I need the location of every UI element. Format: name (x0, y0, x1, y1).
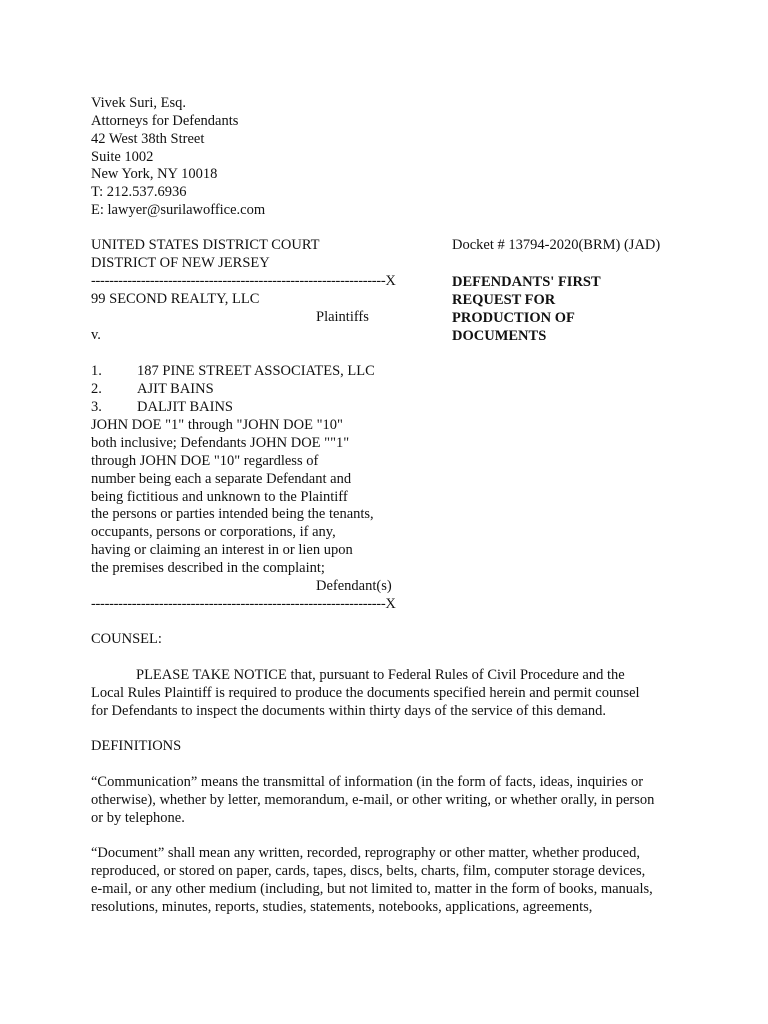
court-name: UNITED STATES DISTRICT COURT (91, 237, 320, 253)
attorney-role: Attorneys for Defendants (91, 113, 239, 129)
plaintiff-name: 99 SECOND REALTY, LLC (91, 291, 260, 307)
docket-number: Docket # 13794-2020(BRM) (JAD) (452, 237, 661, 253)
communication-definition-line: otherwise), whether by letter, memorandum, e-mail, or other writing, or whether orally, in person (91, 792, 655, 808)
defendant-name: DALJIT BAINS (137, 399, 233, 415)
document-definition-line: reproduced, or stored on paper, cards, tapes, discs, belts, charts, film, computer storage devices, (91, 863, 646, 879)
address-city: New York, NY 10018 (91, 166, 218, 182)
defendant-item (91, 380, 214, 398)
caption-description-line: number being each a separate Defendant and (91, 471, 352, 487)
caption-description-line: both inclusive; Defendants JOHN DOE ""1" (91, 435, 350, 451)
caption-description-line: being fictitious and unknown to the Plaintiff (91, 489, 348, 505)
document-title-line: DEFENDANTS' FIRST (452, 274, 601, 290)
document-definition-line: e-mail, or any other medium (including, but not limited to, matter in the form of books, manuals, (91, 881, 653, 897)
caption-description-line: the premises described in the complaint; (91, 560, 325, 576)
document-title-line: DOCUMENTS (452, 328, 547, 344)
caption-divider-top: -----------------------------------------------------------------X (91, 273, 396, 289)
caption-description-line: JOHN DOE "1" through "JOHN DOE "10" (91, 417, 343, 433)
caption-description-line: having or claiming an interest in or lien upon (91, 542, 353, 558)
document-title-line: REQUEST FOR (452, 292, 556, 308)
plaintiff-label: Plaintiffs (316, 309, 369, 325)
defendant-item (91, 362, 375, 380)
caption-divider-bottom: -----------------------------------------------------------------X (91, 596, 396, 612)
defendant-number: 2. (91, 381, 102, 397)
attorney-name: Vivek Suri, Esq. (91, 95, 186, 111)
notice-line: PLEASE TAKE NOTICE that, pursuant to Federal Rules of Civil Procedure and the (136, 667, 625, 683)
address-line-2: Suite 1002 (91, 149, 154, 165)
notice-line: Local Rules Plaintiff is required to produce the documents specified herein and permit counsel (91, 685, 640, 701)
caption-description-line: occupants, persons or corporations, if any, (91, 524, 336, 540)
phone: T: 212.537.6936 (91, 184, 187, 200)
defendant-number: 3. (91, 399, 102, 415)
caption-description-line: through JOHN DOE "10" regardless of (91, 453, 319, 469)
defendant-label: Defendant(s) (316, 578, 392, 594)
communication-definition-line: “Communication” means the transmittal of information (in the form of facts, ideas, inquiries or (91, 774, 644, 790)
defendant-number: 1. (91, 363, 102, 379)
address-line-1: 42 West 38th Street (91, 131, 205, 147)
definitions-heading: DEFINITIONS (91, 738, 182, 754)
notice-line: for Defendants to inspect the documents within thirty days of the service of this demand. (91, 703, 607, 719)
communication-definition-line: or by telephone. (91, 810, 185, 826)
salutation: COUNSEL: (91, 631, 162, 647)
defendant-item (91, 398, 233, 416)
document-definition-line: resolutions, minutes, reports, studies, statements, notebooks, applications, agreements, (91, 899, 593, 915)
email: E: lawyer@surilawoffice.com (91, 202, 266, 218)
document-title-line: PRODUCTION OF (452, 310, 575, 326)
versus: v. (91, 327, 101, 343)
defendant-name: 187 PINE STREET ASSOCIATES, LLC (137, 363, 375, 379)
court-district: DISTRICT OF NEW JERSEY (91, 255, 270, 271)
document-definition-line: “Document” shall mean any written, recorded, reprography or other matter, whether produced, (91, 845, 640, 861)
caption-description-line: the persons or parties intended being the tenants, (91, 506, 374, 522)
defendant-name: AJIT BAINS (137, 381, 214, 397)
